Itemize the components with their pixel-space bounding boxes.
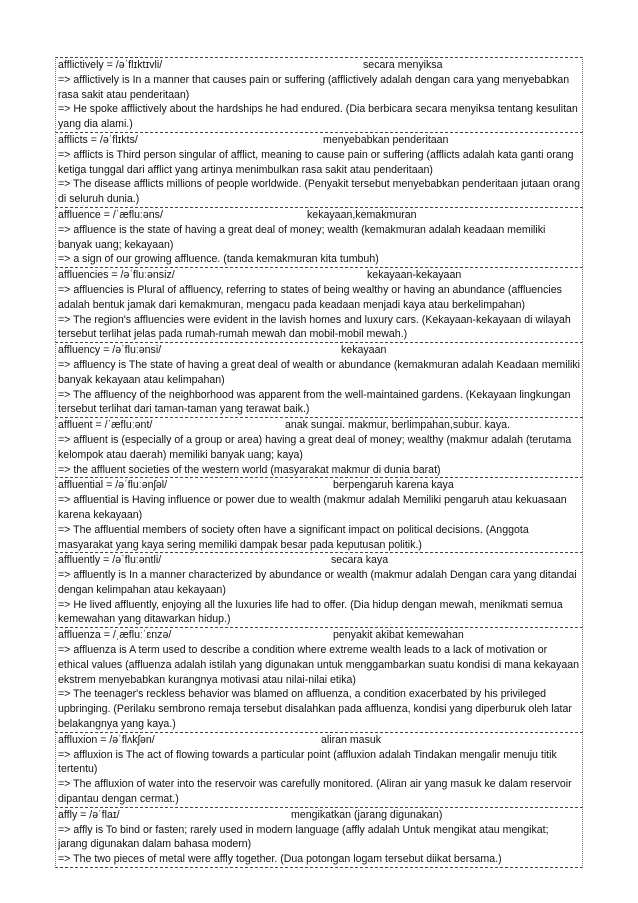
entry-translation: aliran masuk [321,733,382,746]
entry-definition: => affluential is Having influence or power due to wealth (makmur adalah Memiliki pengaruh atau kekuasaan karena kekayaan) [58,494,567,521]
entry-headword-row [58,58,580,73]
entry-example: => The teenager's reckless behavior was blamed on affluenza, a condition exacerbated by his privileged upbringing. (Perilaku sembrono remaja tersebut disalahkan pada affluenza, kondisi yang diperburuk oleh latar belakangnya yang kaya.) [58,688,572,731]
entry-definition: => affluence is the state of having a great deal of money; wealth (kemakmuran adalah keadaan memiliki banyak uang; kekayaan) [58,223,546,251]
entry-headword-row [58,343,580,358]
entry-headword: affluxion = /əˈflʌkʃən/ [58,733,155,746]
entry-headword-row [58,478,580,493]
entry-headword-row [58,628,580,643]
entry-headword: affluent = /ˈæfluːənt/ [58,419,153,432]
entry-definition: => affluent is (especially of a group or area) having a great deal of money; wealthy (makmur adalah (terutama kelompok atau daerah) memiliki banyak uang; kaya) [58,433,572,461]
entry-translation: secara kaya [331,554,389,567]
entry-example: => The region's affluencies were evident in the lavish homes and luxury cars. (Kekayaan-kekayaan di wilayah tersebut terlihat jelas pada rumah-rumah mewah dan mobil-mobil mewah.) [58,313,571,341]
entry-headword: affluencies = /əˈfluːənsiz/ [58,269,175,282]
entry-definition: => affluencies is Plural of affluency, referring to states of being wealthy or having an abundance (affluencies adalah bentuk jamak dari kemakmuran, mengacu pada keadaan menjadi kaya atau berkelimpahan) [58,283,562,311]
entry-headword: afflicts = /əˈflɪkts/ [58,133,138,146]
entry-definition: => afflictively is In a manner that causes pain or suffering (afflictively adalah dengan cara yang menyebabkan rasa sakit atau penderitaan) [58,73,570,101]
entry-headword: affluence = /ˈæfluːəns/ [58,208,163,221]
dictionary-entry [55,57,583,132]
entry-example: => He spoke afflictively about the hardships he had endured. (Dia berbicara secara menyiksa tentang kesulitan yang dia alami.) [58,103,578,131]
dictionary-entry [55,552,583,627]
entry-example: => The affluential members of society often have a significant impact on political decisions. (Anggota masyarakat yang kaya sering memiliki dampak besar pada keputusan politik.) [58,523,529,551]
dictionary-entry [55,417,583,477]
entry-example: => The affluency of the neighborhood was apparent from the well-maintained gardens. (Kekayaan lingkungan tersebut terlihat dari taman-taman yang terawat baik.) [58,388,571,416]
entry-example: => The affluxion of water into the reservoir was carefully monitored. (Aliran air yang masuk ke dalam reservoir dipantau dengan cermat.) [58,778,572,806]
entry-definition: => affluency is The state of having a great deal of wealth or abundance (kemakmuran adalah Keadaan memiliki banyak kekayaan atau kelimpahan) [58,358,580,386]
entry-definition: => affluxion is The act of flowing towards a particular point (affluxion adalah Tindakan mengalir menuju titik tertentu) [58,748,557,776]
dictionary-entry [55,132,583,207]
entry-translation: mengikatkan (jarang digunakan) [291,808,443,821]
entry-headword-row [58,553,580,568]
entry-example: => a sign of our growing affluence. (tanda kemakmuran kita tumbuh) [58,253,379,266]
entry-translation: berpengaruh karena kaya [333,479,454,492]
entry-headword: affluenza = /ˌæfluːˈɛnzə/ [58,629,172,642]
dictionary-entry [55,627,583,732]
entry-translation: penyakit akibat kemewahan [333,629,464,642]
entry-headword-row [58,808,580,823]
entry-headword-row [58,268,580,283]
entry-headword-row [58,133,580,148]
entry-headword: affluency = /əˈfluːənsi/ [58,344,162,357]
entry-definition: => affluently is In a manner characterized by abundance or wealth (makmur adalah Dengan cara yang ditandai dengan kelimpahan atau kekayaan) [58,569,577,596]
entry-translation: menyebabkan penderitaan [323,133,449,146]
dictionary-entry [55,342,583,417]
dictionary-page [55,57,583,868]
entry-translation: kekayaan-kekayaan [367,269,462,282]
entry-translation: secara menyiksa [363,59,443,71]
dictionary-entry [55,807,583,868]
dictionary-entry [55,732,583,807]
entry-headword: affluential = /əˈfluːənʃəl/ [58,479,168,492]
entry-definition: => affluenza is A term used to describe a condition where extreme wealth leads to a lack of motivation or ethical values (affluenza adalah istilah yang digunakan untuk menggambarkan suatu kondisi di mana kekayaan ekstrem menyebabkan kurangnya motivasi atau nilai-nilai etika) [58,644,580,686]
dictionary-entry [55,477,583,552]
entry-example: => the affluent societies of the western world (masyarakat makmur di dunia barat) [58,463,441,476]
entry-headword: affly = /əˈflaɪ/ [58,808,120,821]
entry-headword-row [58,733,580,748]
entry-headword-row [58,208,580,223]
entry-headword: affluently = /əˈfluːəntli/ [58,554,162,567]
entry-translation: kekayaan,kemakmuran [307,208,417,221]
entry-translation: anak sungai. makmur, berlimpahan,subur. kaya. [285,419,510,432]
entry-headword: afflictively = /əˈflɪktɪvli/ [58,59,163,71]
entry-definition: => afflicts is Third person singular of afflict, meaning to cause pain or suffering (afflicts adalah kata ganti orang ketiga tunggal dari afflict yang artinya menimbulkan rasa sakit atau penderitaan) [58,148,574,176]
entry-example: => The two pieces of metal were affly together. (Dua potongan logam tersebut diikat bersama.) [58,853,502,866]
dictionary-entry [55,267,583,342]
entry-example: => The disease afflicts millions of people worldwide. (Penyakit tersebut menyebabkan penderitaan jutaan orang di seluruh dunia.) [58,178,580,206]
entry-example: => He lived affluently, enjoying all the luxuries life had to offer. (Dia hidup dengan mewah, menikmati semua kemewahan yang ditawarkan hidup.) [58,598,563,626]
dictionary-entry [55,207,583,267]
entry-translation: kekayaan [341,344,387,357]
entry-headword-row [58,418,580,433]
entry-definition: => affly is To bind or fasten; rarely used in modern language (affly adalah Untuk mengikat atau mengikat; jarang digunakan dalam bahasa modern) [58,823,549,851]
